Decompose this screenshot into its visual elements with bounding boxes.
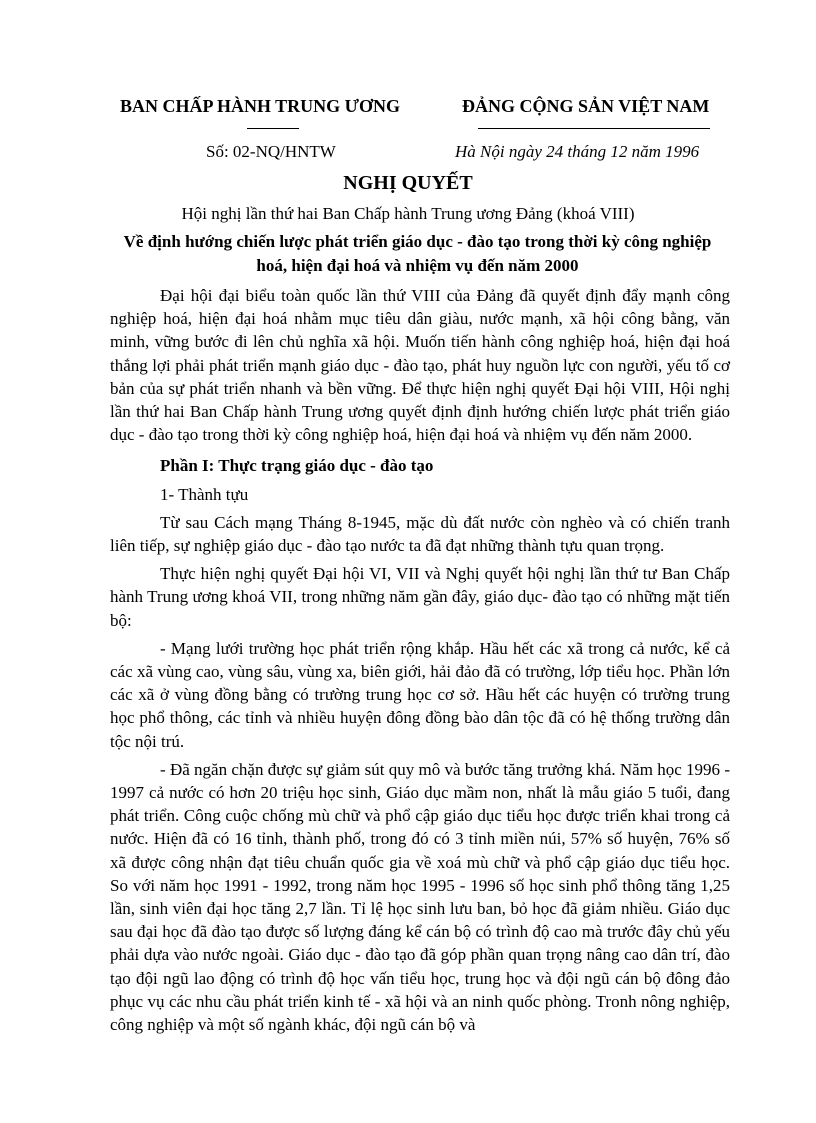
document-date: Hà Nội ngày 24 tháng 12 năm 1996 (455, 142, 700, 161)
section-subheading: 1- Thành tựu (160, 484, 249, 504)
body-paragraph: Từ sau Cách mạng Tháng 8-1945, mặc dù đất nước còn nghèo và có chiến tranh liên tiếp, sự nghiệp giáo dục - đào tạo nước ta đã đạt những thành tựu quan trọng. (110, 512, 730, 556)
body-paragraph: Thực hiện nghị quyết Đại hội VI, VII và Nghị quyết hội nghị lần thứ tư Ban Chấp hành Trung ương khoá VII, trong những năm gần đây, giáo dục- đào tạo có những mặt tiến bộ: (110, 564, 730, 630)
issuer-underline (247, 128, 299, 129)
intro-paragraph: Đại hội đại biểu toàn quốc lần thứ VIII của Đảng đã quyết định đẩy mạnh công nghiệp hoá, hiện đại hoá nhằm mục tiêu dân giàu, nước mạnh, xã hội công bằng, văn minh, vững bước đi lên chủ nghĩa xã hội. Muốn tiến hành công nghiệp hoá, hiện đại hoá thắng lợi phải phát triển mạnh giáo dục - đào tạo, phát huy nguồn lực con người, yếu tố cơ bản của sự phát triển nhanh và bền vững. Để thực hiện nghị quyết Đại hội VIII, Hội nghị lần thứ hai Ban Chấp hành Trung ương quyết định định hướng chiến lược phát triển giáo dục - đào tạo trong thời kỳ công nghiệp hoá, hiện đại hoá và nhiệm vụ đến năm 2000. (110, 286, 730, 445)
document-subtitle: Hội nghị lần thứ hai Ban Chấp hành Trung ương Đảng (khoá VIII) (181, 204, 635, 223)
issuer-heading: BAN CHẤP HÀNH TRUNG ƯƠNG (120, 96, 401, 116)
body-paragraph: - Đã ngăn chặn được sự giảm sút quy mô và bước tăng trưởng khá. Năm học 1996 - 1997 cả nước có hơn 20 triệu học sinh, Giáo dục mầm non, nhất là mẫu giáo 5 tuổi, đang phát triển. Công cuộc chống mù chữ và phổ cập giáo dục tiểu học được triển khai trong cả nước. Hiện đã có 16 tỉnh, thành phố, trong đó có 3 tỉnh miền núi, 57% số huyện, 76% số xã được công nhận đạt tiêu chuẩn quốc gia về xoá mù chữ và phổ cập giáo dục tiểu học. So với năm học 1991 - 1992, trong năm học 1995 - 1996 số học sinh phổ thông tăng 1,25 lần, sinh viên đại học tăng 2,7 lần. Tỉ lệ học sinh lưu ban, bỏ học đã giảm nhiều. Giáo dục sau đại học đã đào tạo được số lượng đáng kể cán bộ có trình độ cao mà trước đây chủ yếu phải dựa vào nước ngoài. Giáo dục - đào tạo đã góp phần quan trọng nâng cao dân trí, đào tạo đội ngũ lao động có trình độ học vấn tiểu học, trung học và đội ngũ cán bộ đông đảo phục vụ các nhu cầu phát triển kinh tế - xã hội và an ninh quốc phòng. Tronh nông nghiệp, công nghiệp và một số ngành khác, đội ngũ cán bộ và (110, 759, 730, 1035)
document-body (110, 284, 730, 1041)
section-heading: Phần I: Thực trạng giáo dục - đào tạo (160, 456, 434, 476)
party-heading: ĐẢNG CỘNG SẢN VIỆT NAM (462, 96, 710, 116)
document-title: NGHỊ QUYẾT (343, 172, 473, 194)
document-topic: Về định hướng chiến lược phát triển giáo dục - đào tạo trong thời kỳ công nghiệp hoá, hiện đại hoá và nhiệm vụ đến năm 2000 (123, 232, 712, 275)
document-number: Số: 02-NQ/HNTW (206, 142, 336, 161)
body-paragraph: - Mạng lưới trường học phát triển rộng khắp. Hầu hết các xã trong cả nước, kể cả các xã vùng cao, vùng sâu, vùng xa, biên giới, hải đảo đã có trường, lớp tiểu học. Phần lớn các xã ở vùng đồng bằng có trường trung học cơ sở. Hầu hết các huyện có trường trung học phổ thông, các tỉnh và nhiều huyện đông đồng bào dân tộc đã có hệ thống trường dân tộc nội trú. (110, 638, 730, 751)
party-underline (478, 128, 710, 129)
